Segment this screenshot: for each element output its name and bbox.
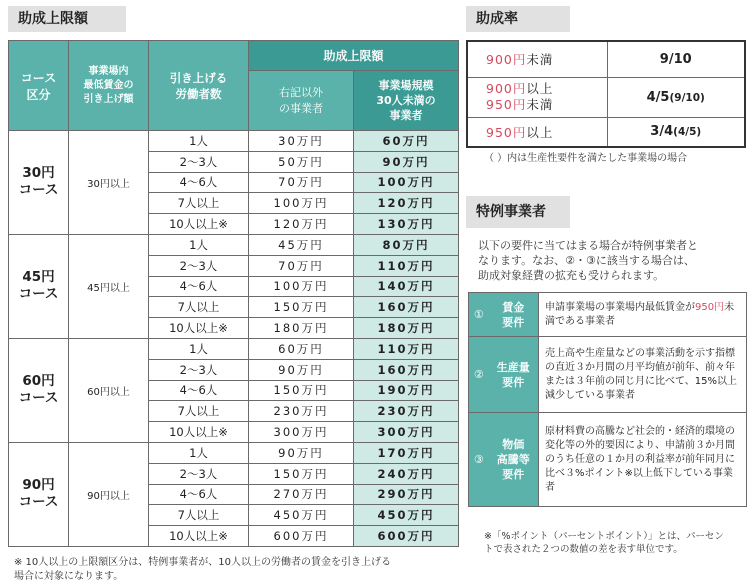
cap-other: 70万円 [249,255,354,276]
worker-count: 7人以上 [149,505,249,526]
course-name: 60円 コース [9,338,69,442]
table-row [9,131,459,152]
cap-other: 90万円 [249,359,354,380]
worker-count: 2～3人 [149,359,249,380]
raise-amount: 45円以上 [69,234,149,338]
req-text-2: 売上高や生産量などの事業活動を示す指標の直近３か月間の月平均値が前年、前々年または３年前の同じ月に比べて、15%以上減少している事業者 [539,337,747,413]
cap-other: 60万円 [249,338,354,359]
cap-small: 600万円 [354,526,459,547]
special-intro: 以下の要件に当てはまる場合が特例事業者と なります。なお、②・③に該当する場合は、 助成対象経費の拡充も受けられます。 [478,239,698,282]
cap-small: 300万円 [354,422,459,443]
cap-small: 60万円 [354,131,459,152]
cap-small: 230万円 [354,401,459,422]
cap-other: 30万円 [249,131,354,152]
requirements-table [468,292,747,507]
cap-small: 450万円 [354,505,459,526]
cap-small: 80万円 [354,234,459,255]
cap-footnote: ※ 10人以上の上限額区分は、特例事業者が、10人以上の労働者の賃金を引き上げる 場合に対象になります。 [14,557,392,582]
worker-count: 1人 [149,131,249,152]
cap-other: 120万円 [249,214,354,235]
cap-small: 110万円 [354,338,459,359]
cap-small: 140万円 [354,276,459,297]
cap-other: 90万円 [249,442,354,463]
cap-other: 50万円 [249,151,354,172]
cap-small: 160万円 [354,359,459,380]
cap-small: 180万円 [354,318,459,339]
special-footnote: ※「%ポイント（パーセントポイント）」とは、パーセン トで表された２つの数値の差を表す単位です。 [484,531,724,555]
worker-count: 4～6人 [149,276,249,297]
worker-count: 2～3人 [149,255,249,276]
header-other: 右記以外 の事業者 [249,71,354,131]
raise-amount: 30円以上 [69,131,149,235]
cap-other: 45万円 [249,234,354,255]
worker-count: 1人 [149,234,249,255]
cap-other: 180万円 [249,318,354,339]
cap-other: 100万円 [249,193,354,214]
worker-count: 7人以上 [149,193,249,214]
worker-count: 10人以上※ [149,318,249,339]
req-label-2: 生産量 要件 [489,337,539,413]
req-text-1: 申請事業場の事業場内最低賃金が950円未満である事業者 [539,293,747,337]
cap-other: 70万円 [249,172,354,193]
header-course: コース 区分 [9,41,69,131]
req-text-3: 原材料費の高騰など社会的・経済的環境の変化等の外的要因により、申請前３か月間のうち任意の１か月の利益率が前年同月に比べ３%ポイント※以上低下している事業者 [539,413,747,507]
table-row [9,442,459,463]
cap-small: 160万円 [354,297,459,318]
rate-cond-3: 950円以上 [467,117,607,147]
course-name: 90円 コース [9,442,69,546]
worker-count: 4～6人 [149,484,249,505]
cap-small: 290万円 [354,484,459,505]
req-num-3: ③ [469,413,489,507]
rate-value-2: 4/5(9/10) [607,77,745,117]
worker-count: 1人 [149,442,249,463]
table-row [9,338,459,359]
cap-table [8,40,459,547]
rate-table [466,40,746,148]
special-title: 特例事業者 [466,196,570,228]
cap-other: 150万円 [249,380,354,401]
cap-small: 90万円 [354,151,459,172]
req-num-2: ② [469,337,489,413]
worker-count: 10人以上※ [149,214,249,235]
worker-count: 4～6人 [149,172,249,193]
cap-other: 150万円 [249,297,354,318]
worker-count: 2～3人 [149,151,249,172]
header-raise: 事業場内 最低賃金の 引き上げ額 [69,41,149,131]
header-workers: 引き上げる 労働者数 [149,41,249,131]
cap-small: 110万円 [354,255,459,276]
cap-other: 300万円 [249,422,354,443]
cap-other: 150万円 [249,463,354,484]
rate-title: 助成率 [466,6,570,32]
cap-small: 120万円 [354,193,459,214]
cap-other: 230万円 [249,401,354,422]
worker-count: 10人以上※ [149,526,249,547]
cap-small: 170万円 [354,442,459,463]
cap-small: 240万円 [354,463,459,484]
cap-other: 270万円 [249,484,354,505]
worker-count: 7人以上 [149,297,249,318]
cap-other: 100万円 [249,276,354,297]
cap-small: 100万円 [354,172,459,193]
req-label-3: 物価 高騰等 要件 [489,413,539,507]
worker-count: 7人以上 [149,401,249,422]
rate-note: （ ）内は生産性要件を満たした事業場の場合 [484,153,688,164]
cap-small: 130万円 [354,214,459,235]
cap-other: 600万円 [249,526,354,547]
worker-count: 2～3人 [149,463,249,484]
course-name: 45円 コース [9,234,69,338]
rate-value-3: 3/4(4/5) [607,117,745,147]
rate-cond-1: 900円未満 [467,41,607,77]
rate-cond-2: 900円以上 950円未満 [467,77,607,117]
table-row [9,234,459,255]
header-cap: 助成上限額 [249,41,459,71]
cap-other: 450万円 [249,505,354,526]
course-name: 30円 コース [9,131,69,235]
req-num-1: ① [469,293,489,337]
rate-value-1: 9/10 [607,41,745,77]
worker-count: 1人 [149,338,249,359]
raise-amount: 90円以上 [69,442,149,546]
req-label-1: 賃金 要件 [489,293,539,337]
cap-small: 190万円 [354,380,459,401]
worker-count: 10人以上※ [149,422,249,443]
cap-title: 助成上限額 [8,6,126,32]
header-small: 事業場規模 30人未満の 事業者 [354,71,459,131]
raise-amount: 60円以上 [69,338,149,442]
worker-count: 4～6人 [149,380,249,401]
